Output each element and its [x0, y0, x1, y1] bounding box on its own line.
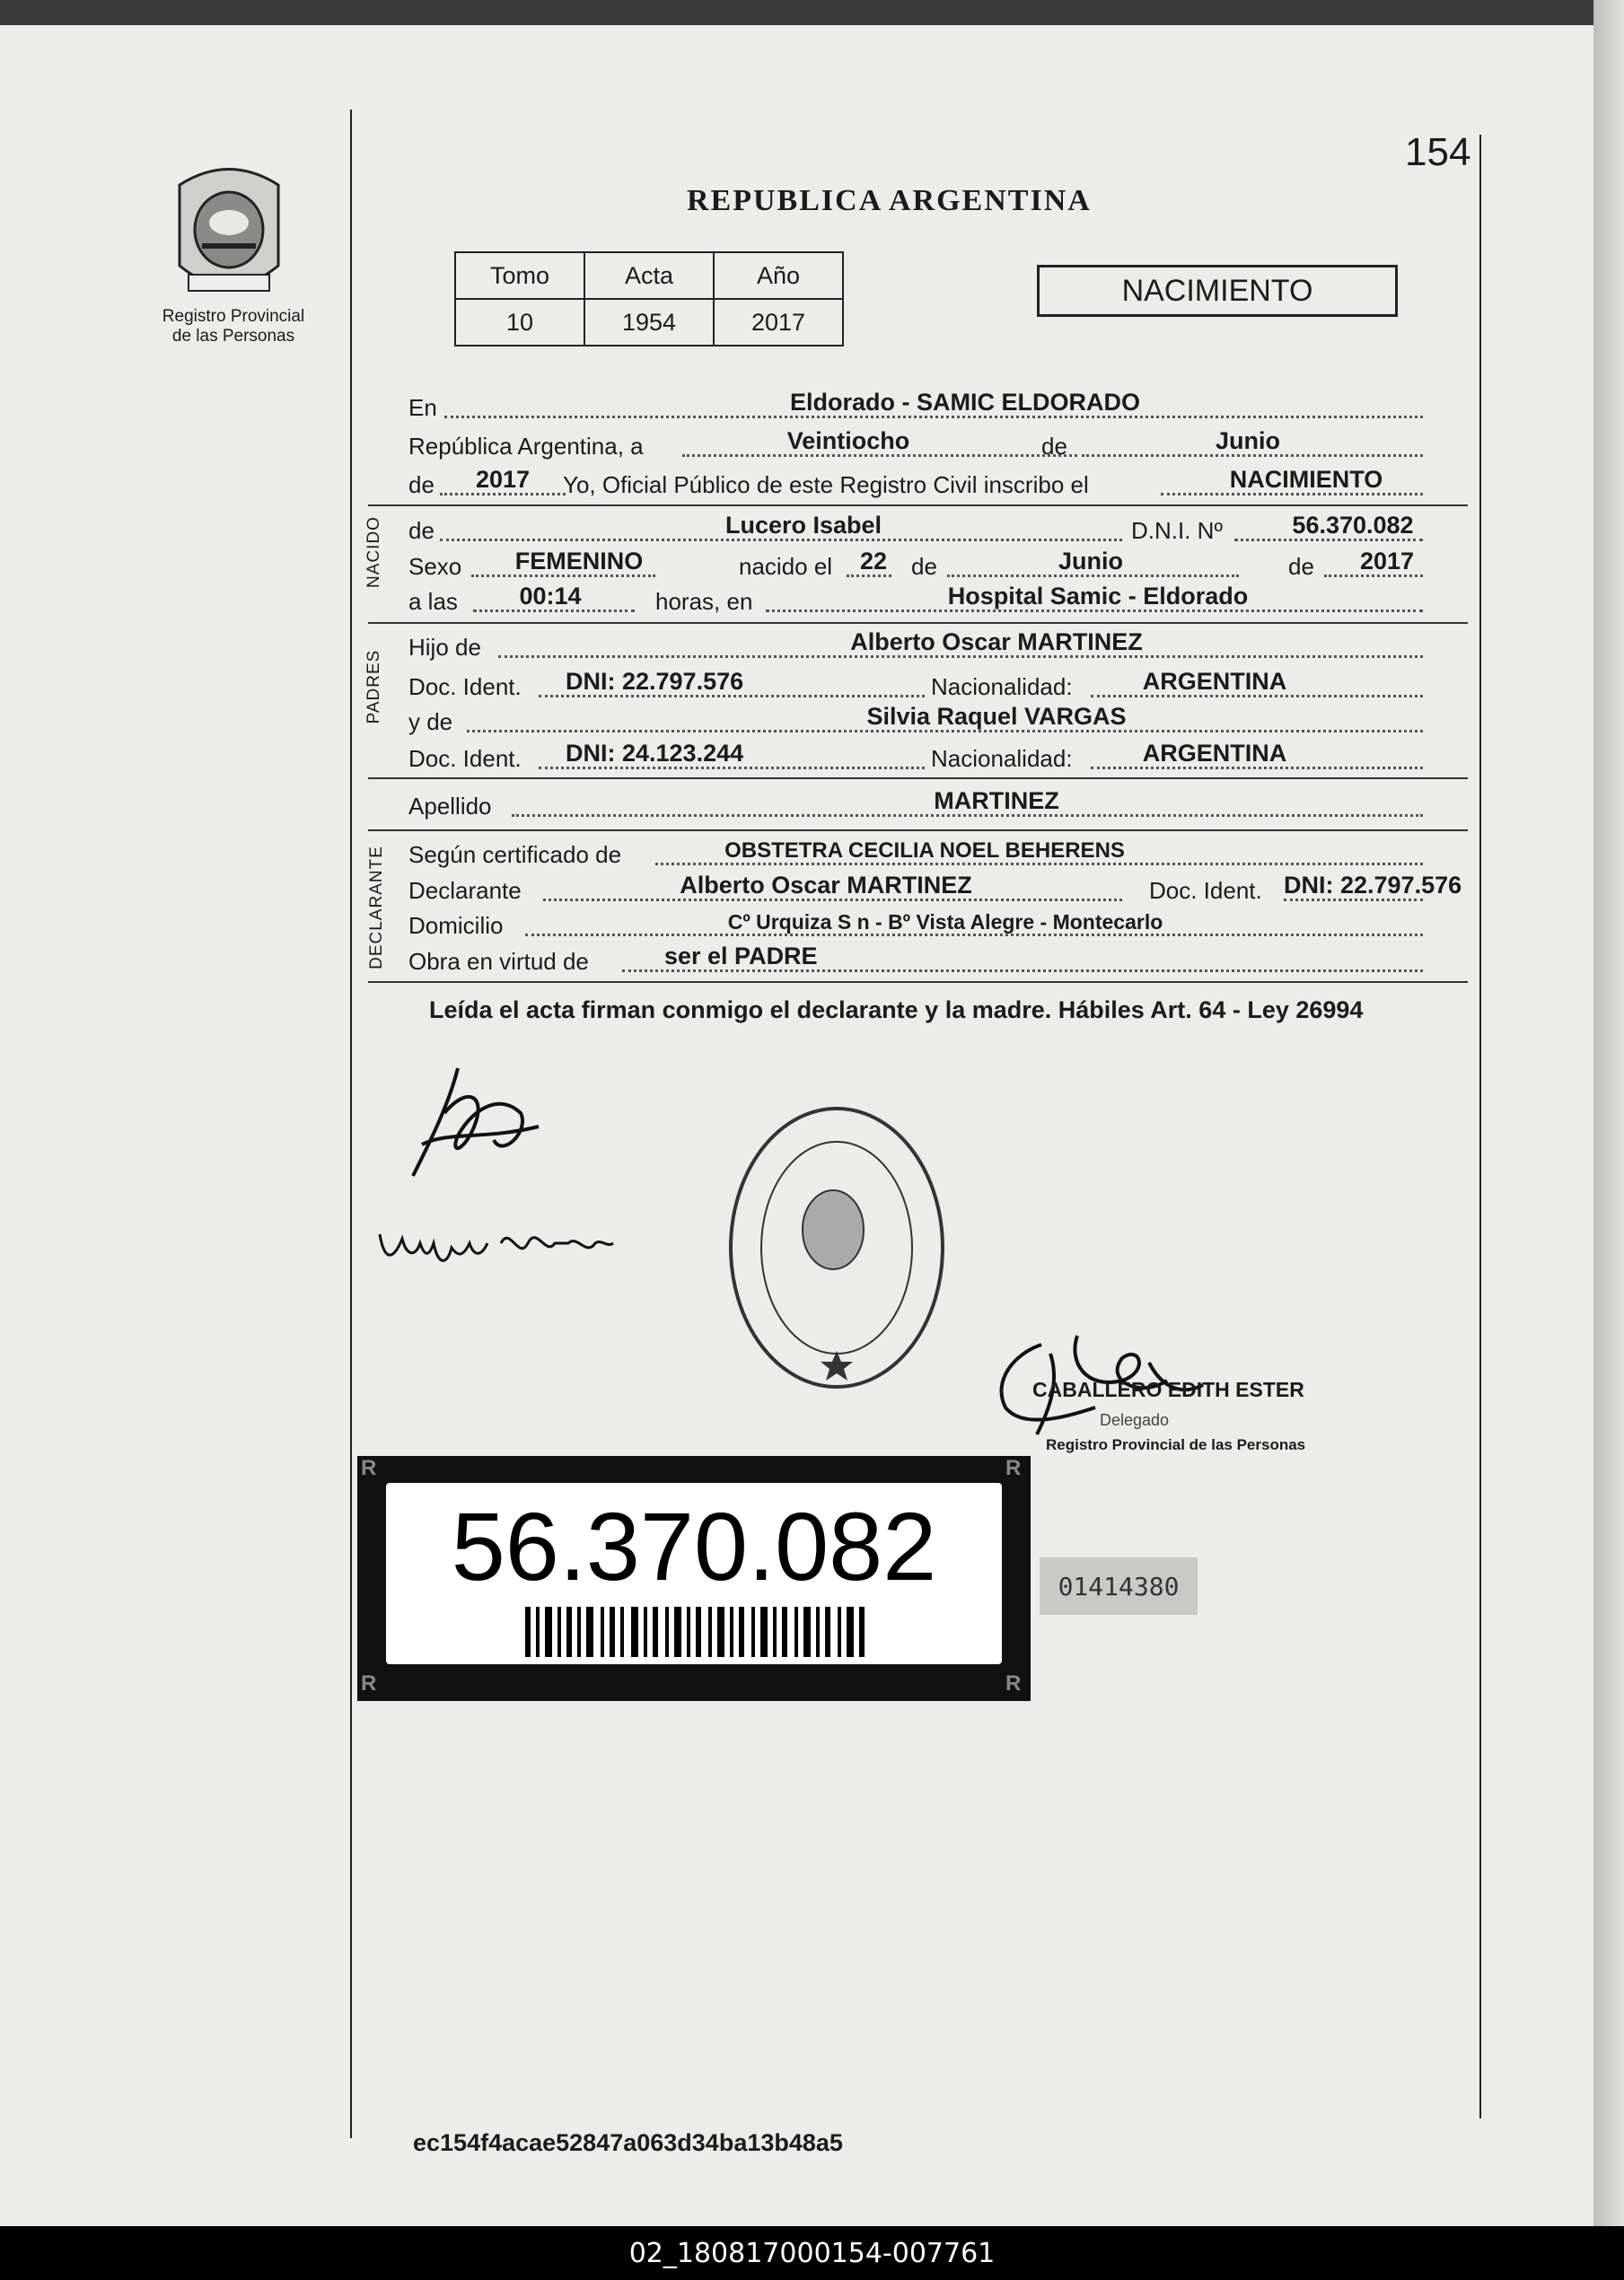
barcode-bars: [525, 1607, 866, 1657]
officer-registry: Registro Provincial de las Personas: [1046, 1436, 1306, 1453]
row-hora: [408, 583, 1463, 616]
de-label-2: de: [911, 553, 937, 580]
header-tomo: Tomo: [455, 252, 584, 299]
section-padres: PADRES: [364, 649, 383, 724]
domicilio-label: Domicilio: [408, 912, 504, 939]
y-de-label: y de: [408, 708, 453, 735]
mother-name: Silvia Raquel VARGAS: [866, 703, 1127, 730]
registry-label: [148, 307, 319, 346]
declarante-name: Alberto Oscar MARTINEZ: [680, 872, 972, 899]
father-nationality-label: Nacionalidad:: [931, 673, 1073, 700]
birth-place: Hospital Samic - Eldorado: [947, 583, 1249, 609]
row-en: [408, 390, 1463, 422]
hijo-de-label: Hijo de: [408, 634, 481, 661]
birth-day: 22: [859, 548, 888, 574]
segun-label: Según certificado de: [408, 841, 622, 868]
en-label: En: [408, 394, 437, 421]
child-dni: 56.370.082: [1292, 512, 1414, 539]
mother-doc: DNI: 24.123.244: [566, 740, 744, 767]
row-declarante: [408, 873, 1463, 905]
inscribe-type: NACIMIENTO: [1229, 466, 1383, 493]
barcode-number: 56.370.082: [451, 1492, 937, 1600]
nacido-el-label: nacido el: [739, 553, 833, 580]
right-margin-line: [1479, 135, 1481, 2118]
obra-value: ser el PADRE: [664, 943, 818, 969]
serial-number: 01414380: [1040, 1557, 1198, 1615]
record-table: [454, 251, 844, 346]
dni-label: D.N.I. Nº: [1131, 517, 1223, 544]
row-segun: [408, 837, 1463, 869]
year-prefix: de: [408, 471, 435, 498]
de-label: de: [1041, 433, 1067, 460]
mother-signature: [375, 1216, 618, 1275]
child-name: Lucero Isabel: [724, 512, 882, 539]
father-doc-label: Doc. Ident.: [408, 673, 522, 700]
file-id: 02_180817000154-007761: [628, 2237, 996, 2269]
row-y-de: [408, 704, 1463, 736]
row-sexo: [408, 548, 1463, 581]
official-stamp: [727, 1104, 947, 1396]
row-mother-doc: [408, 741, 1463, 773]
page-number: 154: [1405, 130, 1471, 174]
sexo-value: FEMENINO: [514, 548, 644, 574]
row-domicilio: [408, 908, 1463, 940]
header-ano: Año: [714, 252, 843, 299]
father-name: Alberto Oscar MARTINEZ: [850, 628, 1143, 655]
officer-title: Delegado: [1100, 1411, 1170, 1429]
father-doc: DNI: 22.797.576: [566, 668, 744, 695]
domicilio-value: Cº Urquiza S n - Bº Vista Alegre - Montecarlo: [727, 910, 1163, 934]
certificado-value: OBSTETRA CECILIA NOEL BEHERENS: [724, 838, 1125, 863]
row-obra: [408, 943, 1463, 976]
page-edge: [1593, 0, 1624, 2226]
barcode-label: [386, 1483, 1002, 1664]
closing-statement: Leída el acta firman conmigo el declarante y la madre. Hábiles Art. 64 - Ley 26994: [429, 996, 1364, 1023]
section-nacido: NACIDO: [364, 516, 383, 588]
row-nacido-name: [408, 513, 1463, 545]
declarante-doc-label: Doc. Ident.: [1149, 877, 1262, 904]
registry-line-2: de las Personas: [171, 327, 295, 346]
province-crest: [162, 158, 296, 302]
a-las-label: a las: [408, 588, 458, 615]
sexo-label: Sexo: [408, 553, 462, 580]
officer-name: CABALLERO EDITH ESTER: [1032, 1378, 1304, 1401]
father-nationality: ARGENTINA: [1142, 668, 1287, 695]
value-ano: 2017: [714, 299, 843, 346]
nacido-de-label: de: [408, 517, 435, 544]
declarant-signature: [395, 1059, 566, 1189]
file-id-bar: [0, 2226, 1624, 2280]
month-value: Junio: [1216, 427, 1280, 454]
declarante-label: Declarante: [408, 877, 522, 904]
apellido-label: Apellido: [408, 793, 492, 820]
value-acta: 1954: [584, 299, 714, 346]
country-title: REPUBLICA ARGENTINA: [687, 184, 1092, 217]
de-label-3: de: [1288, 553, 1314, 580]
apellido-value: MARTINEZ: [934, 787, 1059, 814]
mother-nationality: ARGENTINA: [1142, 740, 1287, 767]
row-hijo-de: [408, 629, 1463, 662]
year-value: 2017: [475, 466, 531, 493]
birth-time: 00:14: [519, 583, 582, 609]
act-type-box: NACIMIENTO: [1037, 265, 1398, 317]
horas-en-label: horas, en: [655, 588, 753, 615]
document-hash: ec154f4acae52847a063d34ba13b48a5: [413, 2129, 843, 2156]
birth-year: 2017: [1359, 548, 1415, 574]
registry-line-1: Registro Provincial: [162, 307, 305, 326]
header-acta: Acta: [584, 252, 714, 299]
birth-month: Junio: [1058, 548, 1123, 574]
officer-text: Yo, Oficial Público de este Registro Civil inscribo el: [563, 471, 1089, 498]
row-apellido: [408, 788, 1463, 820]
row-year: [408, 467, 1463, 499]
row-republica: [408, 428, 1463, 460]
barcode-sticker: R R R R 56.370.082: [357, 1456, 1031, 1701]
obra-label: Obra en virtud de: [408, 948, 589, 975]
day-words-value: Veintiocho: [786, 427, 910, 454]
republica-label: República Argentina, a: [408, 433, 644, 460]
mother-doc-label: Doc. Ident.: [408, 745, 522, 772]
declarante-doc: DNI: 22.797.576: [1284, 872, 1462, 899]
section-declarante: DECLARANTE: [367, 846, 386, 969]
left-margin-line: [350, 110, 352, 2138]
place-value: Eldorado - SAMIC ELDORADO: [790, 389, 1140, 416]
value-tomo: 10: [455, 299, 584, 346]
mother-nationality-label: Nacionalidad:: [931, 745, 1073, 772]
row-father-doc: [408, 669, 1463, 701]
